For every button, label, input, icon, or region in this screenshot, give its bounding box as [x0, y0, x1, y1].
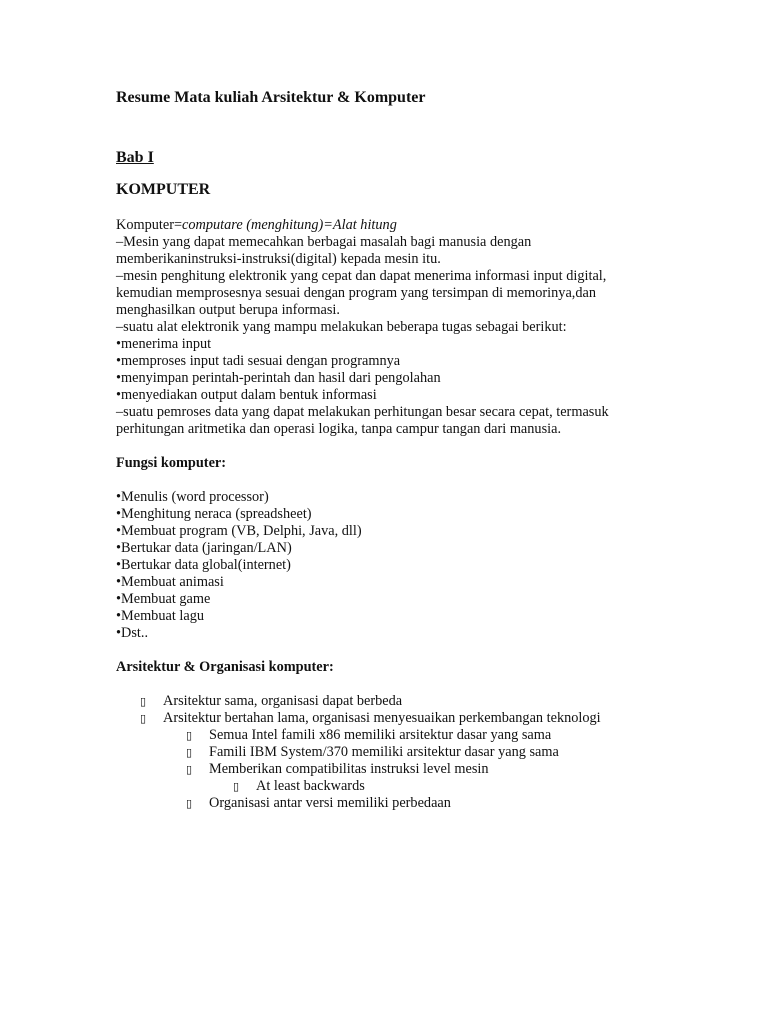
section-heading: KOMPUTER	[116, 181, 211, 198]
outline-item-text: Memberikan compatibilitas instruksi level mesin	[209, 761, 489, 777]
outline-item	[116, 795, 676, 812]
document-title: Resume Mata kuliah Arsitektur & Komputer	[116, 89, 426, 106]
bullet-box-icon: ▯	[186, 797, 193, 810]
paragraph-line: –suatu alat elektronik yang mampu melakukan beberapa tugas sebagai berikut:	[116, 319, 567, 335]
paragraph-lines	[116, 234, 676, 438]
outline-item	[116, 710, 676, 727]
fungsi-item: •Bertukar data global(internet)	[116, 557, 291, 573]
arsitektur-outline	[116, 693, 676, 812]
outline-item-text: Arsitektur sama, organisasi dapat berbeda	[163, 693, 403, 709]
fungsi-item: •Membuat lagu	[116, 608, 204, 624]
bullet-box-icon: ▯	[186, 746, 193, 759]
fungsi-item: •Membuat animasi	[116, 574, 224, 590]
bullet-box-icon: ▯	[140, 712, 147, 725]
bullet-box-icon: ▯	[186, 729, 193, 742]
paragraph-line: –mesin penghitung elektronik yang cepat dan dapat menerima informasi input digital,	[116, 268, 607, 284]
paragraph-line: –suatu pemroses data yang dapat melakukan perhitungan besar secara cepat, termasuk	[116, 404, 609, 420]
fungsi-list	[116, 489, 676, 642]
outline-item	[116, 744, 676, 761]
outline-item	[116, 778, 676, 795]
outline-item-text: Organisasi antar versi memiliki perbedaan	[209, 795, 451, 811]
paragraph-line: •menerima input	[116, 336, 212, 352]
paragraph-line: •memproses input tadi sesuai dengan programnya	[116, 353, 401, 369]
fungsi-item: •Membuat program (VB, Delphi, Java, dll)	[116, 523, 362, 539]
outline-item	[116, 761, 676, 778]
outline-item-text: Arsitektur bertahan lama, organisasi menyesuaikan perkembangan teknologi	[163, 710, 601, 726]
paragraph-line: •menyediakan output dalam bentuk informasi	[116, 387, 377, 403]
fungsi-item: •Membuat game	[116, 591, 211, 607]
definition-line	[116, 217, 676, 234]
document-body	[116, 88, 676, 812]
outline-item-text: Semua Intel famili x86 memiliki arsitektur dasar yang sama	[209, 727, 552, 743]
paragraph-line: –Mesin yang dapat memecahkan berbagai masalah bagi manusia dengan	[116, 234, 532, 250]
fungsi-heading: Fungsi komputer:	[116, 455, 227, 471]
fungsi-item: •Menulis (word processor)	[116, 489, 269, 505]
bullet-box-icon: ▯	[186, 763, 193, 776]
paragraph-line: •menyimpan perintah-perintah dan hasil dari pengolahan	[116, 370, 441, 386]
chapter-heading: Bab I	[116, 149, 154, 166]
paragraph-line: perhitungan aritmetika dan operasi logika, tanpa campur tangan dari manusia.	[116, 421, 562, 437]
paragraph-line: kemudian memprosesnya sesuai dengan program yang tersimpan di memorinya,dan	[116, 285, 597, 301]
definition-prefix: Komputer=	[116, 217, 183, 233]
outline-item	[116, 693, 676, 710]
fungsi-item: •Bertukar data (jaringan/LAN)	[116, 540, 292, 556]
definition-italic: computare (menghitung)=Alat hitung	[182, 217, 397, 233]
fungsi-item: •Menghitung neraca (spreadsheet)	[116, 506, 312, 522]
bullet-box-icon: ▯	[140, 695, 147, 708]
outline-item-text: Famili IBM System/370 memiliki arsitektur dasar yang sama	[209, 744, 559, 760]
bullet-box-icon: ▯	[233, 780, 240, 793]
arsitektur-heading: Arsitektur & Organisasi komputer:	[116, 659, 334, 675]
outline-item	[116, 727, 676, 744]
paragraph-line: memberikaninstruksi-instruksi(digital) kepada mesin itu.	[116, 251, 441, 267]
definition-block	[116, 217, 676, 438]
fungsi-item: •Dst..	[116, 625, 149, 641]
paragraph-line: menghasilkan output berupa informasi.	[116, 302, 340, 318]
outline-item-text: At least backwards	[256, 778, 365, 794]
